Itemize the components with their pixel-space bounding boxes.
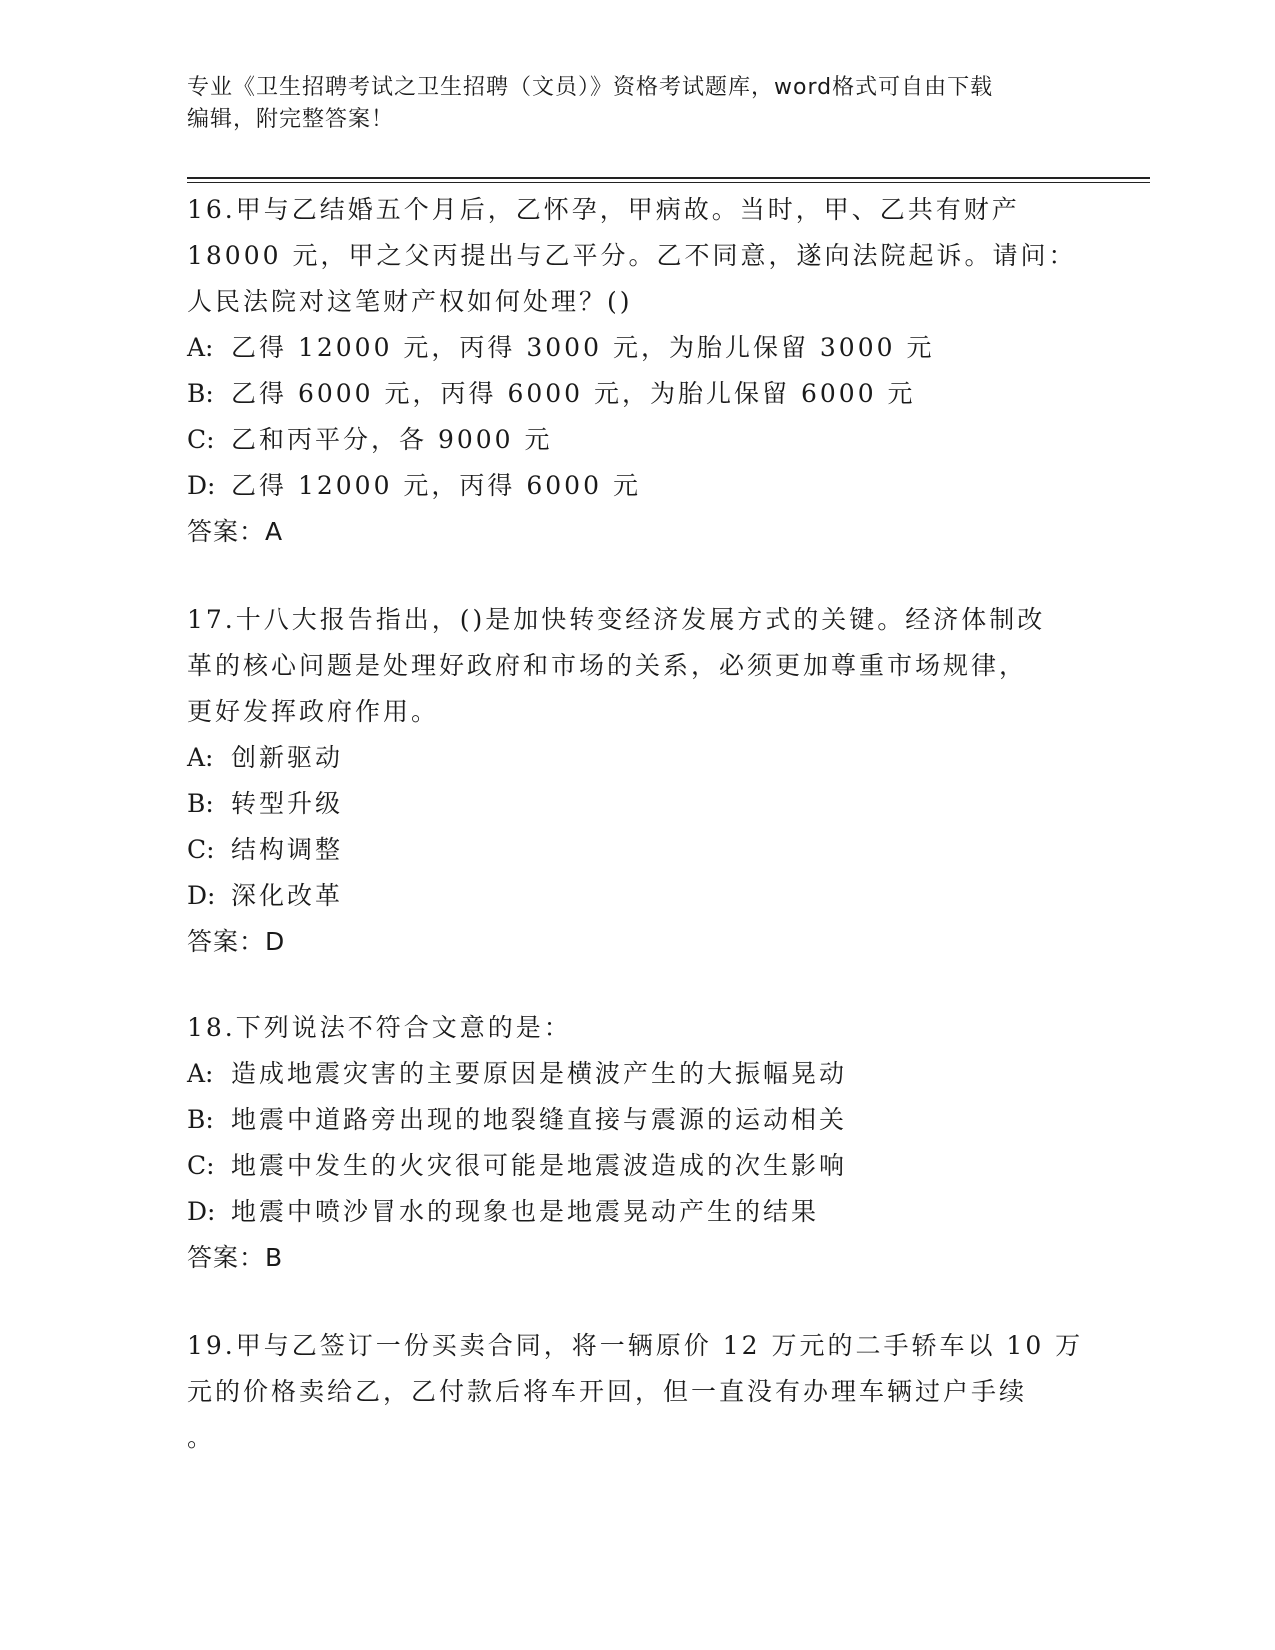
option-text: 地震中道路旁出现的地裂缝直接与震源的运动相关	[231, 1105, 848, 1134]
answer-label: 答案：A	[187, 517, 284, 546]
option-text: 深化改革	[231, 881, 344, 910]
option-text: 地震中发生的火灾很可能是地震波造成的次生影响	[231, 1151, 848, 1180]
header-line-2: 编辑，附完整答案！	[187, 107, 395, 132]
option-b	[187, 781, 1087, 827]
option-letter: C:	[187, 425, 215, 454]
option-letter: D:	[187, 881, 216, 910]
option-letter: C:	[187, 835, 215, 864]
option-letter: D:	[187, 1197, 216, 1226]
question-text-line: 更好发挥政府作用。	[187, 697, 440, 726]
option-d	[187, 463, 1087, 509]
question-text-line: 。	[187, 1423, 216, 1452]
option-letter: A:	[187, 1059, 214, 1088]
option-letter: B:	[187, 379, 214, 408]
option-b	[187, 371, 1087, 417]
header-divider-thin	[187, 182, 1150, 183]
option-text: 造成地震灾害的主要原因是横波产生的大振幅晃动	[231, 1059, 848, 1088]
option-d	[187, 1189, 1087, 1235]
option-b	[187, 1097, 1087, 1143]
question-text-line: 17.十八大报告指出，()是加快转变经济发展方式的关键。经济体制改	[187, 605, 1046, 634]
question-18	[187, 1005, 1087, 1281]
question-16	[187, 187, 1087, 555]
option-text: 乙得 6000 元，丙得 6000 元，为胎儿保留 6000 元	[231, 379, 916, 408]
answer-label: 答案：B	[187, 1243, 284, 1272]
question-text-line: 革的核心问题是处理好政府和市场的关系，必须更加尊重市场规律，	[187, 651, 1028, 680]
question-17	[187, 597, 1087, 965]
option-c	[187, 417, 1087, 463]
option-text: 转型升级	[231, 789, 344, 818]
option-text: 乙和丙平分，各 9000 元	[231, 425, 553, 454]
answer-label: 答案：D	[187, 927, 286, 956]
option-letter: B:	[187, 789, 214, 818]
option-a	[187, 325, 1087, 371]
question-19	[187, 1323, 1087, 1461]
option-letter: A:	[187, 333, 214, 362]
option-letter: A:	[187, 743, 214, 772]
option-letter: C:	[187, 1151, 215, 1180]
option-c	[187, 1143, 1087, 1189]
question-text-line: 元的价格卖给乙，乙付款后将车开回，但一直没有办理车辆过户手续	[187, 1377, 1028, 1406]
option-letter: B:	[187, 1105, 214, 1134]
option-text: 地震中喷沙冒水的现象也是地震晃动产生的结果	[231, 1197, 820, 1226]
option-d	[187, 873, 1087, 919]
header-divider-thick	[187, 177, 1150, 179]
header-line-1: 专业《卫生招聘考试之卫生招聘（文员）》资格考试题库，word格式可自由下载	[187, 75, 994, 100]
question-text-line: 人民法院对这笔财产权如何处理？()	[187, 287, 633, 316]
option-letter: D:	[187, 471, 216, 500]
option-text: 创新驱动	[231, 743, 344, 772]
option-text: 乙得 12000 元，丙得 6000 元	[231, 471, 641, 500]
question-text-line: 18.下列说法不符合文意的是：	[187, 1013, 572, 1042]
question-text-line: 18000 元，甲之父丙提出与乙平分。乙不同意，遂向法院起诉。请问：	[187, 241, 1077, 270]
option-c	[187, 827, 1087, 873]
question-text-line: 16.甲与乙结婚五个月后，乙怀孕，甲病故。当时，甲、乙共有财产	[187, 195, 1020, 224]
question-text-line: 19.甲与乙签订一份买卖合同，将一辆原价 12 万元的二手轿车以 10 万	[187, 1331, 1084, 1360]
document-header	[187, 72, 1087, 136]
option-a	[187, 735, 1087, 781]
option-a	[187, 1051, 1087, 1097]
option-text: 乙得 12000 元，丙得 3000 元，为胎儿保留 3000 元	[231, 333, 935, 362]
option-text: 结构调整	[231, 835, 344, 864]
